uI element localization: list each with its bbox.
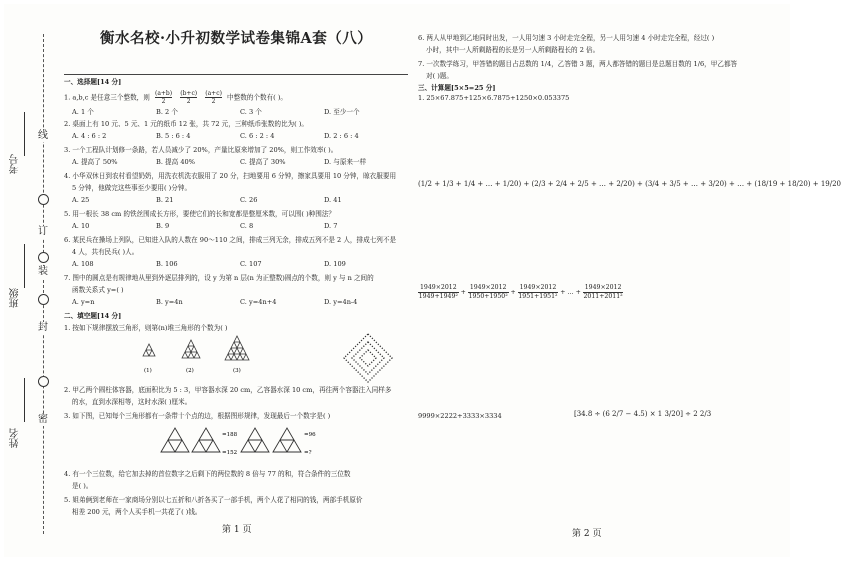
calc-4: 9999×2222+3333×3334: [418, 412, 502, 420]
q4-text-line1: 4. 小华双休日到农村看望奶奶，用洗衣机洗衣服用了 20 分，扫地要用 6 分钟，擦家具要用 10 分钟，晾衣服要用: [64, 172, 397, 180]
binding-strip: [4, 4, 66, 557]
q2-4-text-line2: 是( )。: [72, 482, 93, 490]
section-calc-heading: 三、计算题[5×5=25 分]: [418, 84, 496, 92]
q3-text: 3. 一个工程队计划修一条路，若人员减少了 20%，产量比原来增加了 20%，则工作效率( )。: [64, 146, 338, 154]
q5-text: 5. 用一根长 38 cm 的铁丝围成长方形，要使它们的长和宽都是整厘米数，可以围( )种围法？: [64, 210, 336, 218]
calc-3-term-2: $\frac{1949\times 2012}{\text{1950+1950²}}$: [468, 284, 508, 300]
q2-5-text-line2: 相差 200 元，两个人买手机一共花了( )钱。: [72, 508, 202, 516]
binding-dashed-line: [43, 34, 44, 534]
q6-option-d: D. 109: [324, 260, 346, 268]
binding-char: 装: [38, 266, 48, 277]
calc-3-term-last: $\frac{1949\times 2012}{\text{2011+2011²}}$: [583, 284, 623, 300]
q1-option-b: B. 2 个: [156, 108, 178, 116]
q2-option-a: A. 4 : 6 : 2: [72, 132, 107, 140]
q5-option-d: D. 7: [324, 222, 338, 230]
exam-number-line[interactable]: [24, 112, 25, 156]
q2-1-text: 1. 按如下规律摆放三角形，则第(n)堆三角形的个数为( ): [64, 324, 228, 332]
binding-char: 线: [38, 130, 48, 141]
name-label: 姓名: [10, 428, 21, 448]
q7-text-line1: 7. 图中的圆点是有规律地从里到外逐层排列的，设 y 为第 n 层(n 为正整数)圆点的个数，则 y 与 n 之间的: [64, 274, 374, 282]
fig-label-3: (3): [233, 368, 241, 374]
dotted-diamonds-figure: [340, 330, 396, 386]
binding-char: 订: [38, 226, 48, 237]
q3-option-b: B. 提高 40%: [156, 158, 195, 166]
class-label: 班级: [10, 288, 21, 308]
q6-text-line2: 4 人，共有民兵( )人。: [72, 248, 139, 256]
q2-6-text-line1: 6. 两人从甲地到乙地同时出发，一人用匀速 3 小时走完全程，另一人用匀速 4 小时走完全程，经过( ): [418, 34, 715, 42]
calc-5: [34.8 ÷ (6 2/7 − 4.5) × 1 3/20] ÷ 2 2/3: [574, 410, 712, 418]
q4-option-d: D. 41: [324, 196, 342, 204]
puzzle-result-1: =188: [222, 432, 238, 438]
q1-fraction-2: $\frac{(b+c)}{2}$: [180, 90, 198, 105]
puzzle-result-3: =152: [222, 450, 238, 456]
q1-option-d: D. 至少一个: [324, 108, 360, 116]
q2-2-text-line2: 的水，直到水深相等，这时水深( )厘米。: [72, 398, 192, 406]
binding-hole: [38, 294, 49, 305]
calc-3-term-1: $\frac{1949\times 2012}{\text{1949+1949²}}$: [418, 284, 458, 300]
calc-2: (1/2 + 1/3 + 1/4 + … + 1/20) + (2/3 + 2/4 + 2/5 + … + 2/20) + (3/4 + 3/5 + … + 3/20) + … + (18/19 + 18/20) + 19/20: [418, 180, 841, 188]
binding-hole: [38, 252, 49, 263]
title-rule: [64, 74, 408, 75]
class-line[interactable]: [24, 244, 25, 288]
q1-fraction-1: $\frac{(a+b)}{2}$: [154, 90, 173, 105]
triangle-stacks-figure: [140, 336, 270, 380]
q4-option-a: A. 25: [72, 196, 90, 204]
q3-option-d: D. 与原来一样: [324, 158, 367, 166]
q4-option-c: C. 26: [240, 196, 258, 204]
q2-option-c: C. 6 : 2 : 4: [240, 132, 275, 140]
triangle-number-puzzle: [160, 424, 350, 464]
q7-option-d: D. y=4n-4: [324, 298, 358, 306]
q2-7-text-line1: 7. 一次数学练习，甲答错的题目占总数的 1/4，乙答错 3 题，两人都答错的题目是总题目数的 1/6，甲乙都答: [418, 60, 738, 68]
fig-label-1: (1): [144, 368, 152, 374]
q7-option-a: A. y=n: [72, 298, 95, 306]
q2-option-b: B. 5 : 6 : 4: [156, 132, 191, 140]
q6-option-a: A. 108: [72, 260, 94, 268]
q3-option-a: A. 提高了 50%: [72, 158, 118, 166]
q7-text-line2: 函数关系式 y=( ): [72, 286, 124, 294]
q2-2-text-line1: 2. 甲乙两个圆柱体容器，底面积比为 5 : 3，甲容器水深 20 cm，乙容器水深 10 cm，再往两个容器注入同样多: [64, 386, 392, 394]
puzzle-result-4: =?: [304, 450, 312, 456]
q2-text: 2. 桌面上有 10 元、5 元、1 元的纸币 12 张，共 72 元，三种纸币张数的比为( )。: [64, 120, 308, 128]
q4-option-b: B. 21: [156, 196, 174, 204]
binding-char: 密: [38, 414, 48, 425]
exam-title: 衡水名校·小升初数学试卷集锦A套（八）: [100, 30, 373, 47]
binding-hole: [38, 194, 49, 205]
q3-option-c: C. 提高了 30%: [240, 158, 286, 166]
q1-option-a: A. 1 个: [72, 108, 94, 116]
q7-option-c: C. y=4n+4: [240, 298, 277, 306]
q6-option-b: B. 106: [156, 260, 178, 268]
q2-7-text-line2: 对( )题。: [426, 72, 454, 80]
q6-text-line1: 6. 某民兵在操场上列队，已知进入队的人数在 90～110 之间，排成三列无余，排成五列不是 2 人，排成七列不是: [64, 236, 397, 244]
calc-3-term-3: $\frac{1949\times 2012}{\text{1951+1951²}}$: [518, 284, 558, 300]
q2-3-text: 3. 如下图，已知每个三角形都有一条带十个点的边，根据图形规律，发现最后一个数字是( ): [64, 412, 331, 420]
q5-option-c: C. 8: [240, 222, 254, 230]
q2-5-text-line1: 5. 姐弟俩到老师在一家商场分别以七五折和八折各买了一部手机，两个人花了相同的钱，两部手机原价: [64, 496, 363, 504]
q1-option-c: C. 3 个: [240, 108, 262, 116]
q5-option-b: B. 9: [156, 222, 170, 230]
section-fill-heading: 二、填空题[14 分]: [64, 312, 122, 320]
section-choice-heading: 一、选择题[14 分]: [64, 78, 122, 86]
binding-char: 封: [38, 322, 48, 333]
q2-option-d: D. 2 : 6 : 4: [324, 132, 359, 140]
q7-option-b: B. y=4n: [156, 298, 183, 306]
binding-hole: [38, 376, 49, 387]
page-number-1: 第 1 页: [222, 525, 252, 535]
q1-text: 1. a,b,c 是任意三个整数，则 $\frac{(a+b)}{2}$ $\frac{(b+c)}{2}$ $\frac{(a+c)}{2}$ 中整数的个数有( )。: [64, 90, 288, 105]
q1-fraction-3: $\frac{(a+c)}{2}$: [205, 90, 222, 105]
q6-option-c: C. 107: [240, 260, 262, 268]
q5-option-a: A. 10: [72, 222, 90, 230]
calc-1: 1. 25×67.875+125×6.7875+1250×0.053375: [418, 94, 570, 102]
name-line[interactable]: [24, 378, 25, 422]
q2-4-text-line1: 4. 有一个三位数，给它加去掉的首位数字之后剩下的两位数的 8 倍与 77 的和，符合条件的三位数: [64, 470, 351, 478]
puzzle-result-2: =96: [304, 432, 316, 438]
exam-sheet: [4, 4, 841, 557]
page-number-2: 第 2 页: [572, 529, 602, 539]
exam-number-label: 考号: [10, 154, 21, 174]
page-1: [64, 30, 408, 550]
q2-6-text-line2: 小时，其中一人所剩路程的长是另一人所剩路程长的 2 倍。: [426, 46, 600, 54]
calc-3: $\frac{1949\times 2012}{\text{1949+1949²}}$ + $\frac{1949\times 2012}{\text{1950+1950²}}$ + $\frac{1949\times 2012}{\text{1951+1951²}}$ + … + $\frac{1949\times 2012}{\text{2011+2011²}}$: [418, 284, 623, 300]
fig-label-2: (2): [186, 368, 194, 374]
page-2: [418, 30, 841, 550]
q4-text-line2: 5 分钟，他做完这些事至少要用( )分钟。: [72, 184, 192, 192]
